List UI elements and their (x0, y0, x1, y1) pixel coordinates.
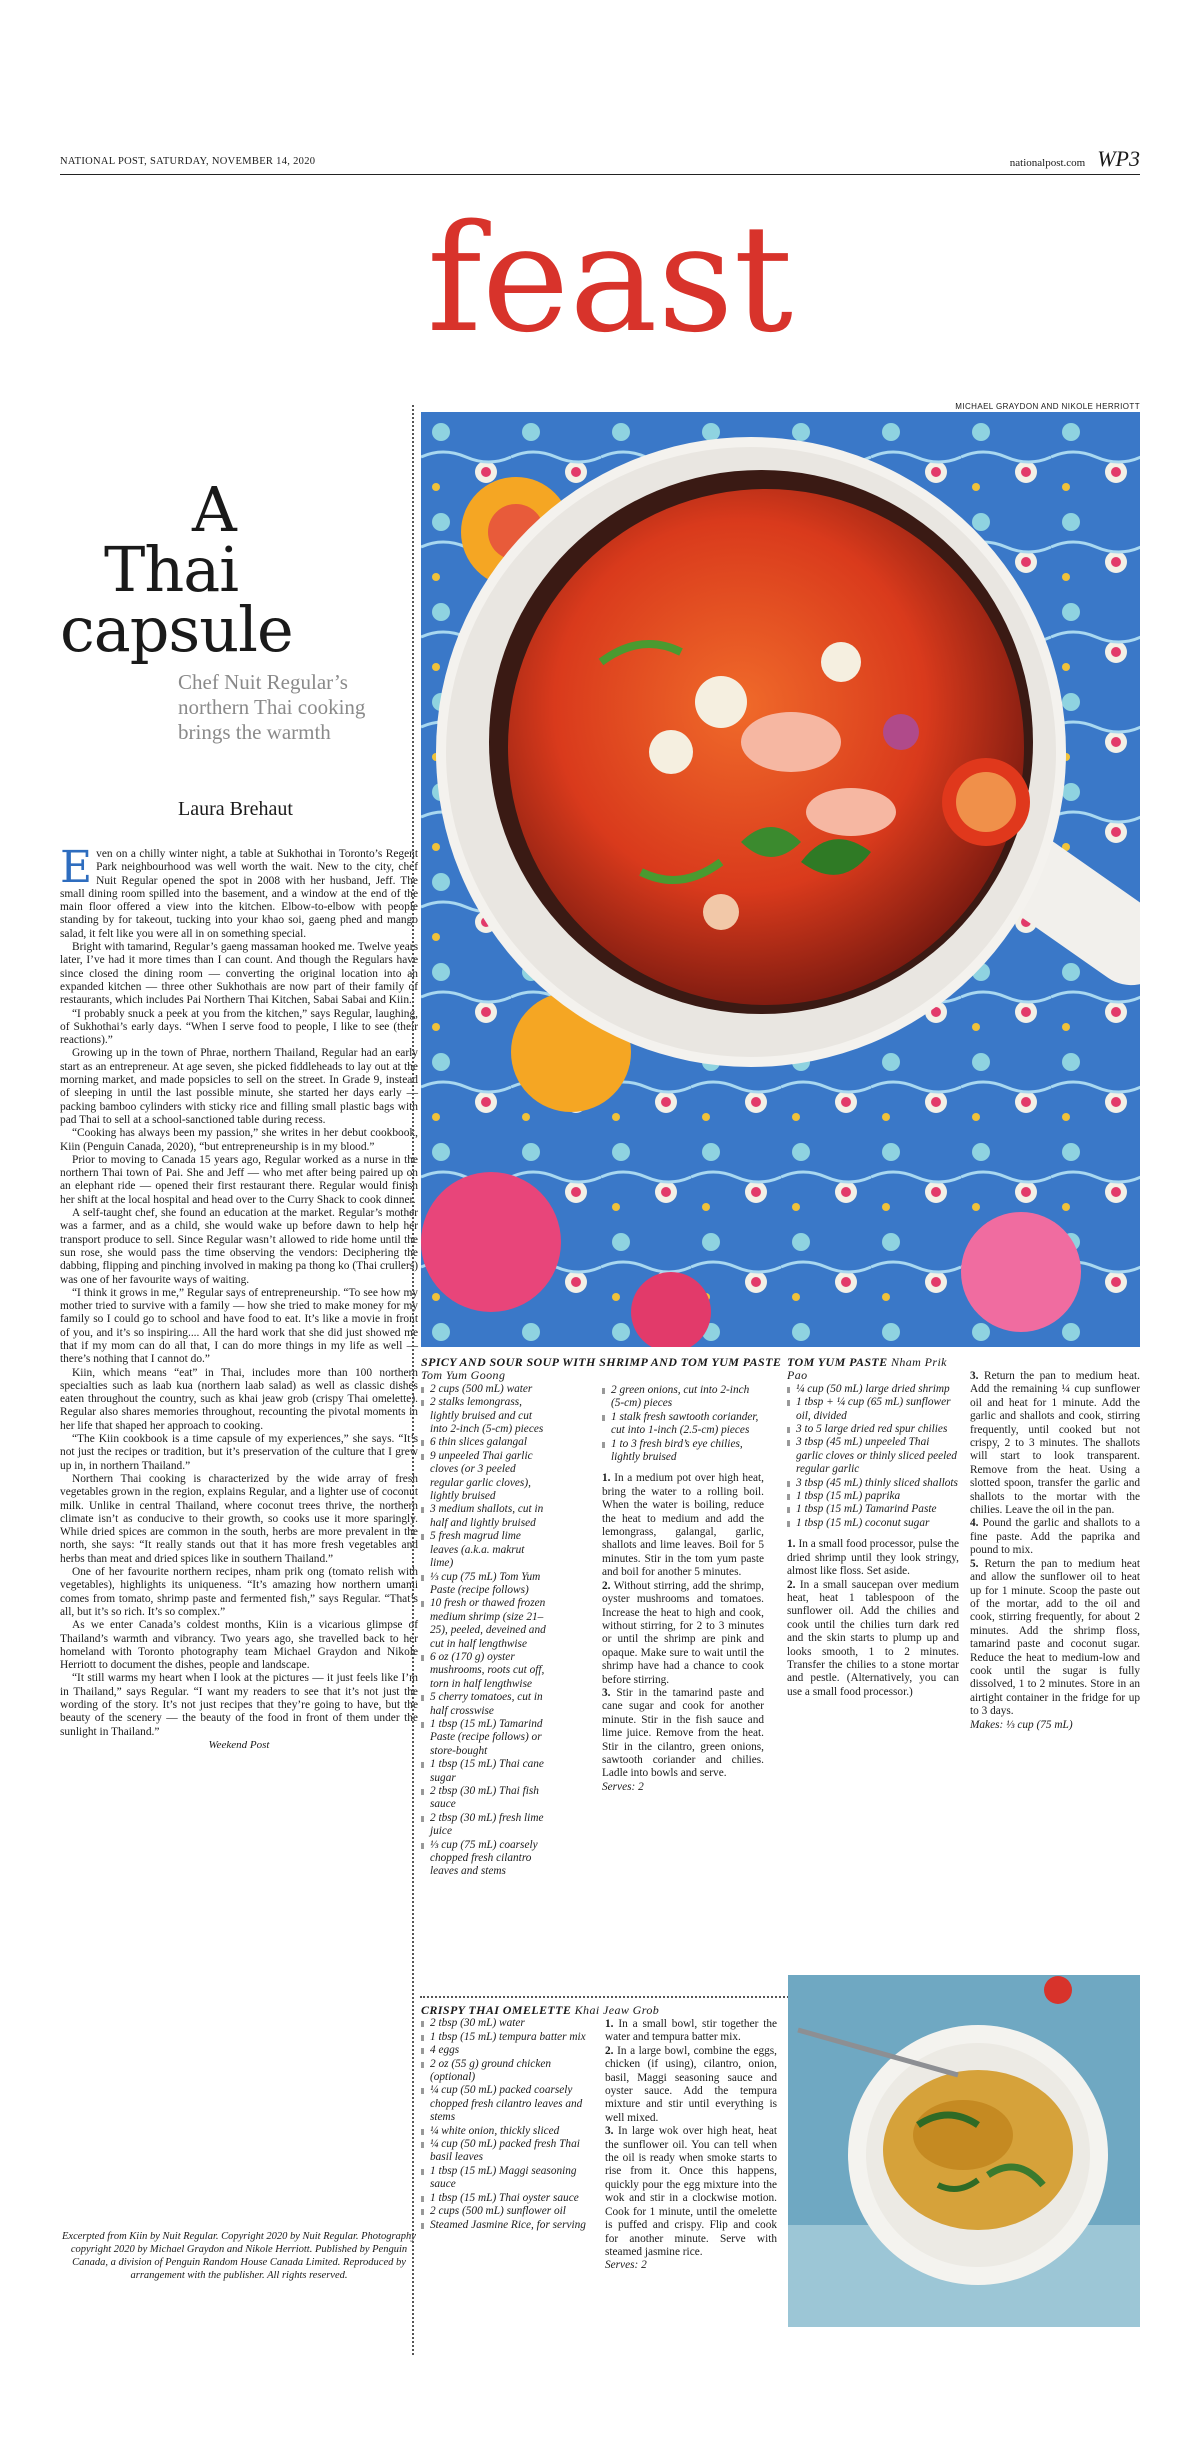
column-divider (412, 405, 414, 2355)
paragraph: One of her favourite northern recipes, nham prik ong (tomato relish with vegetables), highlights its uniqueness. “It’s amazing how northern umami comes from tomato, shrimp paste and fermented fish,” says Regular. “That’s all, but it’s so rich. It’s so complex.” (60, 1566, 418, 1618)
paragraph: Growing up in the town of Phrae, northern Thailand, Regular had an early start as an entrepreneur. At age seven, she picked fiddleheads to lay out at the morning market, and made popsicles to sell on the street. In Grade 9, instead of sleeping in until the last possible minute, she started her days early — packing bamboo cylinders with sticky rice and filling small plastic bags with pad Thai to sell at a school-sanctioned table during recess. (60, 1047, 418, 1126)
first-paragraph: Even on a chilly winter night, a table at Sukhothai in Toronto’s Regent Park neighbourhood was well worth the wait. New to the city, chef Nuit Regular opened the spot in 2008 with her husband, Jeff. The small dining room spilled into the basement, and a window at the end of the main floor offered a view into the kitchen. Elbow-to-elbow with people standing by for takeout, tucking into your khao soi, gaeng phed and mango salad, it felt like you were all in on something special. (60, 842, 418, 940)
omelette-photo (788, 1975, 1140, 2327)
recipe1-steps: 1. In a medium pot over high heat, bring the water to a rolling boil. When the water is boiling, reduce the heat to medium and add the lemongrass, galangal, garlic, shallots and lime leaves. Boil for 5 minutes. Stir in the tom yum paste and boil for another 5 minutes. 2. Without stirring, add the shrimp, oyster mushrooms and tomatoes. Increase the heat to high and cook, without stirring, for 2 to 3 minutes or until the shrimp are pink and opaque. Make sure to wait until the shrimp have had a chance to cook before stirring. 3. Stir in the tamarind paste and cane sugar and cook for another minute. Stir in the fish sauce and lime juice. Remove from the heat. Stir in the cilantro, green onions, sawtooth coriander and chilies. Ladle into bowls and serve. Serves: 2 (602, 1472, 764, 1793)
site-url[interactable]: nationalpost.com (1009, 157, 1086, 169)
paragraph: A self-taught chef, she found an education at the market. Regular’s mother was a farmer, and as a child, she would wake up before dawn to help her transport produce to sell. Since Regular wasn’t allowed to ride home until the sun rose, she would pass the time observing the vendors: Deciphering the dabbing, flipping and pinching involved in making pa thong ko (Thai crullers) was one of her favourite ways of waiting. (60, 1207, 418, 1286)
paragraph: Northern Thai cooking is characterized by the wide array of fresh vegetables grown in the region, explains Regular, and a lighter use of coconut milk. Unlike in central Thailand, where coconut trees thrive, the northern climate isn’t as conducive to their growth, so cooks use it more sparingly. While dried spices are common in the south, herbs are more prevalent in the north, she says: “It really stands out that it has more fresh vegetables and herbs than meat and dried spices like in southern Thailand.” (60, 1472, 418, 1565)
byline: Laura Brehaut (178, 798, 293, 820)
recipe3-title: CRISPY THAI OMELETTE Khai Jeaw Grob (421, 2003, 660, 2017)
page-folio (1010, 146, 1140, 172)
section-masthead: feast (426, 193, 794, 365)
drop-cap: E (60, 842, 93, 893)
paragraph: “I think it grows in me,” Regular says of entrepreneurship. “To see how my mother tried to survive with a family — how she tried to make money for my family so I could go to school and have food to eat. It’s like a movie in front of you, and it’s so inspiring.... All the hard work that she did just showed me that if my mom can do all that, I can do more things in my life as well — there’s nothing that I cannot do.” (60, 1286, 418, 1366)
excerpt-note: Excerpted from Kiin by Nuit Regular. Copyright 2020 by Nuit Regular. Photography copyright 2020 by Michael Graydon and Nikole Herriott. Published by Penguin Canada, a division of Penguin Random House Canada Limited. Reproduced by arrangement with the publisher. All rights reserved. (62, 2231, 416, 2281)
headline-line-2: Thai (104, 533, 239, 606)
headline (60, 473, 360, 666)
recipe3-col1 (421, 2003, 660, 2232)
paragraph: Bright with tamarind, Regular’s gaeng massaman hooked me. Twelve years later, I’ve had it more times than I can count. And though the Regulars have since closed the dining room — converting the original location into an expanded kitchen — three other Sukhothais are now part of their family of restaurants, which includes Pai Northern Thai Kitchen, Sabai Sabai and Kiin. (60, 941, 418, 1007)
photo-credit: MICHAEL GRAYDON AND NIKOLE HERRIOTT (955, 402, 1140, 411)
paragraph: Prior to moving to Canada 15 years ago, Regular worked as a nurse in the northern Thai town of Pai. She and Jeff — who met after being paired up on an elephant ride — opened their first restaurant there. Regular would finish her shift at the local hospital and head over to the Curry Shack to cook dinner. (60, 1153, 418, 1206)
omelette-plate-image (788, 1975, 1140, 2327)
headline-line-3: capsule (60, 593, 293, 666)
recipe2-col1: TOM YUM PASTE Nham Prik Pao ¼ cup (50 mL) large dried shrimp 1 tbsp + ¼ cup (65 mL) sunflower oil, divided 3 to 5 large dried red spur chilies 3 tbsp (45 mL) unpeeled Thai garlic cloves or thinly sliced peeled regular garlic 3 tbsp (45 mL) thinly sliced shallots 1 tbsp (15 mL) paprika 1 tbsp (15 mL) Tamarind Paste 1 tbsp (15 mL) coconut sugar 1. In a small food processor, pulse the dried shrimp until they look stringy, almost like floss. Set aside. 2. In a small saucepan over medium heat, heat 1 tablespoon of the sunflower oil. Add the chilies and cook until the chilies turn dark red and the skin starts to plump up and looks smooth, 1 to 2 minutes. Transfer the chilies to a stone mortar and pestle. (Alternatively, you can use a small food processor.) (787, 1355, 960, 1698)
paragraph: “It still warms my heart when I look at the pictures — it just feels like I’m in Thailand,” says Regular. “I want my readers to see that it’s not just the wording of the story. It’s not just recipes that they’re going to have, but the beauty of the scenery — the beauty of the food in front of them under the sunlight in Thailand.” (60, 1672, 418, 1738)
recipe3-ingredient-list: 2 tbsp (30 mL) water 1 tbsp (15 mL) tempura batter mix 4 eggs 2 oz (55 g) ground chicken (optional) ¼ cup (50 mL) packed coarsely chopped fresh cilantro leaves and stems ¼ white onion, thickly sliced ¼ cup (50 mL) packed fresh Thai basil leaves 1 tbsp (15 mL) Maggi seasoning sauce 1 tbsp (15 mL) Thai oyster sauce 2 cups (500 mL) sunflower oil Steamed Jasmine Rice, for serving (421, 2017, 596, 2232)
recipe1-method: 2 green onions, cut into 2-inch (5-cm) pieces 1 stalk fresh sawtooth coriander, cut into 1-inch (2.5-cm) pieces 1 to 3 fresh bird’s eye chilies, lightly bruised 1. In a medium pot over high heat, bring the water to a rolling boil. When the water is boiling, reduce the heat to medium and add the lemongrass, galangal, garlic, shallots and lime leaves. Boil for 5 minutes. Stir in the tom yum paste and boil for another 5 minutes. 2. Without stirring, add the shrimp, oyster mushrooms and tomatoes. Increase the heat to high and cook, without stirring, for 2 to 3 minutes or until the shrimp are pink and opaque. Make sure to wait until the shrimp have had a chance to cook before stirring. 3. Stir in the tamarind paste and cane sugar and cook for another minute. Stir in the fish sauce and lime juice. Remove from the heat. Stir in the cilantro, green onions, sawtooth coriander and chilies. Ladle into bowls and serve. Serves: 2 (602, 1384, 764, 1793)
paragraph: Kiin, which means “eat” in Thai, includes more than 100 northern specialties such as laab kua (northern laab salad) as well as classic dishes eaten throughout the country, such as khai jeaw grob (crispy Thai omelette). Regular also shares memories throughout, recounting the pivotal moments in her life that shaped her approach to cooking. (60, 1366, 418, 1432)
soup-photo (421, 412, 1140, 1347)
deck: Chef Nuit Regular’s northern Thai cooking brings the warmth (178, 670, 366, 744)
soup-bowl-image (421, 412, 1140, 1347)
header-rule (60, 174, 1140, 175)
recipe1-title: SPICY AND SOUR SOUP WITH SHRIMP AND TOM YUM PASTE Tom Yum Goong (421, 1355, 782, 1383)
headline-line-1: A (192, 473, 236, 546)
paragraph: As we enter Canada’s coldest months, Kiin is a vicarious glimpse of Thailand’s warmth and vibrancy. Two years ago, she travelled back to her homeland with Toronto photography team Michael Graydon and Nikole Herriott to document the dishes, people and landscape. (60, 1619, 418, 1672)
paper-dateline: NATIONAL POST, SATURDAY, NOVEMBER 14, 2020 (60, 156, 316, 167)
recipe2-col2: 3. Return the pan to medium heat. Add the remaining ¼ cup sunflower oil and heat for 1 minute. Add the garlic and shallots and cook, stirring frequently, until cooked but not crispy, 2 to 3 minutes. The shallots will start to look transparent. Remove from the heat. Using a slotted spoon, transfer the garlic and shallots to the mortar with the chilies. Leave the oil in the pan. 4. Pound the garlic and shallots to a fine paste. Add the paprika and pound to mix. 5. Return the pan to medium heat and allow the sunflower oil to heat up for 1 minute. Scoop the paste out of the mortar, add to the oil and cook, stirring frequently, for about 2 minutes. Add the shrimp floss, tamarind paste and coconut sugar. Reduce the heat to medium-low and cook until the sugar is fully dissolved, 1 to 2 minutes. Store in an airtight container in the fridge for up to 3 days. Makes: ⅓ cup (75 mL) (970, 1370, 1141, 1731)
paragraph: “The Kiin cookbook is a time capsule of my experiences,” she says. “It’s not just the recipes or tradition, but it’s preservation of the culture that I grew up in, in northern Thailand.” (60, 1433, 418, 1472)
recipe2-title: TOM YUM PASTE Nham Prik Pao (787, 1355, 947, 1383)
paragraph: “I probably snuck a peek at you from the kitchen,” says Regular, laughing, of Sukhothai’s early days. “When I serve food to people, I like to see (their reactions).” (60, 1007, 418, 1047)
recipe2-ingredient-list: ¼ cup (50 mL) large dried shrimp 1 tbsp + ¼ cup (65 mL) sunflower oil, divided 3 to 5 large dried red spur chilies 3 tbsp (45 mL) unpeeled Thai garlic cloves or thinly sliced peeled regular garlic 3 tbsp (45 mL) thinly sliced shallots 1 tbsp (15 mL) paprika 1 tbsp (15 mL) Tamarind Paste 1 tbsp (15 mL) coconut sugar (787, 1383, 959, 1530)
signoff: Weekend Post (208, 1738, 270, 1751)
recipe1-ingredient-list: 2 cups (500 mL) water 2 stalks lemongrass, lightly bruised and cut into 2-inch (5-cm) pieces 6 thin slices galangal 9 unpeeled Thai garlic cloves (or 3 peeled regular garlic cloves), lightly bruised 3 medium shallots, cut in half and lightly bruised 5 fresh magrud lime leaves (a.k.a. makrut lime) ⅓ cup (75 mL) Tom Yum Paste (recipe follows) 10 fresh or thawed frozen medium shrimp (size 21–25), peeled, deveined and cut in half lengthwise 6 oz (170 g) oyster mushrooms, roots cut off, torn in half lengthwise 5 cherry tomatoes, cut in half crosswise 1 tbsp (15 mL) Tamarind Paste (recipe follows) or store-bought 1 tbsp (15 mL) Thai cane sugar 2 tbsp (30 mL) Thai fish sauce 2 tbsp (30 mL) fresh lime juice ⅓ cup (75 mL) coarsely chopped fresh cilantro leaves and stems (421, 1383, 546, 1879)
article-body (60, 842, 418, 1752)
page-number: WP3 (1097, 146, 1140, 171)
recipe3-col2: 1. In a small bowl, stir together the water and tempura batter mix. 2. In a large bowl, combine the eggs, chicken (if using), cilantro, onion, basil, Maggi seasoning sauce and oyster sauce. Add the tempura mixture and stir until everything is well mixed. 3. In large wok over high heat, heat the sunflower oil. You can tell when the oil is ready when smoke starts to rise from it. Once this happens, quickly pour the egg mixture into the wok and stir in a clockwise motion. Cook for 1 minute, until the omelette is puffed and crispy. Flip and cook for another minute. Serve with steamed jasmine rice. Serves: 2 (605, 2018, 778, 2272)
paragraph: “Cooking has always been my passion,” she writes in her debut cookbook, Kiin (Penguin Canada, 2020), “but entrepreneurship is in my blood.” (60, 1127, 418, 1153)
